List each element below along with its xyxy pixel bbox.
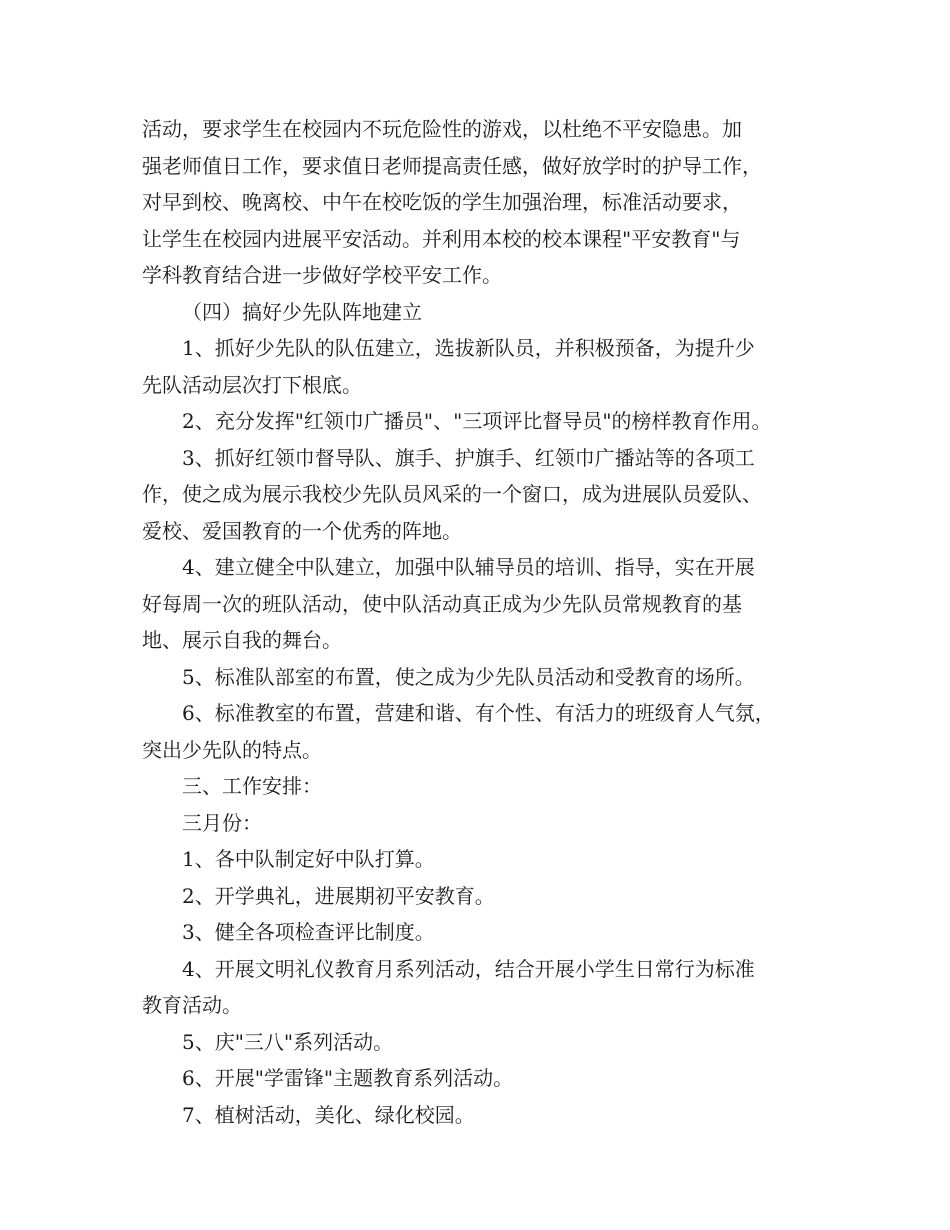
text-line: 好每周一次的班队活动，使中队活动真正成为少先队员常规教育的基 <box>142 591 742 616</box>
text-line: 活动，要求学生在校园内不玩危险性的游戏，以杜绝不平安隐患。加 <box>142 117 742 141</box>
text-line: 5、庆"三八"系列活动。 <box>182 1029 394 1054</box>
text-line: 5、标准队部室的布置，使之成为少先队员活动和受教育的场所。 <box>182 664 755 689</box>
text-line: 4、开展文明礼仪教育月系列活动，结合开展小学生日常行为标准 <box>182 956 755 981</box>
text-line: 教育活动。 <box>142 993 242 1017</box>
text-line: 地、展示自我的舞台。 <box>142 628 342 652</box>
text-line: 6、开展"学雷锋"主题教育系列活动。 <box>182 1066 514 1090</box>
text-line: 作，使之成为展示我校少先队员风采的一个窗口，成为进展队员爱队、 <box>142 482 762 506</box>
text-line: 1、抓好少先队的队伍建立，选拔新队员，并积极预备，为提升少 <box>182 336 755 360</box>
text-line: 1、各中队制定好中队打算。 <box>182 847 435 871</box>
text-line: 4、建立健全中队建立，加强中队辅导员的培训、指导，实在开展 <box>182 555 755 579</box>
document-body <box>142 111 822 1133</box>
text-line: 让学生在校园内进展平安活动。并利用本校的校本课程"平安教育"与 <box>142 226 741 251</box>
text-line: 2、充分发挥"红领巾广播员"、"三项评比督导员"的榜样教育作用。 <box>182 409 772 433</box>
text-line: 6、标准教室的布置，营建和谐、有个性、有活力的班级育人气氛， <box>182 701 775 725</box>
text-line: 3、抓好红领巾督导队、旗手、护旗手、红领巾广播站等的各项工 <box>182 445 755 470</box>
text-line: 突出少先队的特点。 <box>142 737 322 762</box>
text-line: 2、开学典礼，进展期初平安教育。 <box>182 883 495 908</box>
text-line: 对早到校、晚离校、中午在校吃饭的学生加强治理，标准活动要求， <box>142 190 742 214</box>
text-line: 3、健全各项检查评比制度。 <box>182 920 435 944</box>
text-line: 三月份： <box>182 810 262 835</box>
text-line: 7、植树活动，美化、绿化校园。 <box>182 1102 475 1127</box>
text-line: （四）搞好少先队阵地建立 <box>182 299 422 324</box>
text-line: 爱校、爱国教育的一个优秀的阵地。 <box>142 518 462 543</box>
text-line: 强老师值日工作，要求值日老师提高责任感，做好放学时的护导工作， <box>142 153 762 178</box>
text-line: 先队活动层次打下根底。 <box>142 372 362 397</box>
text-line: 学科教育结合进一步做好学校平安工作。 <box>142 263 502 287</box>
text-line: 三、工作安排： <box>182 774 322 798</box>
